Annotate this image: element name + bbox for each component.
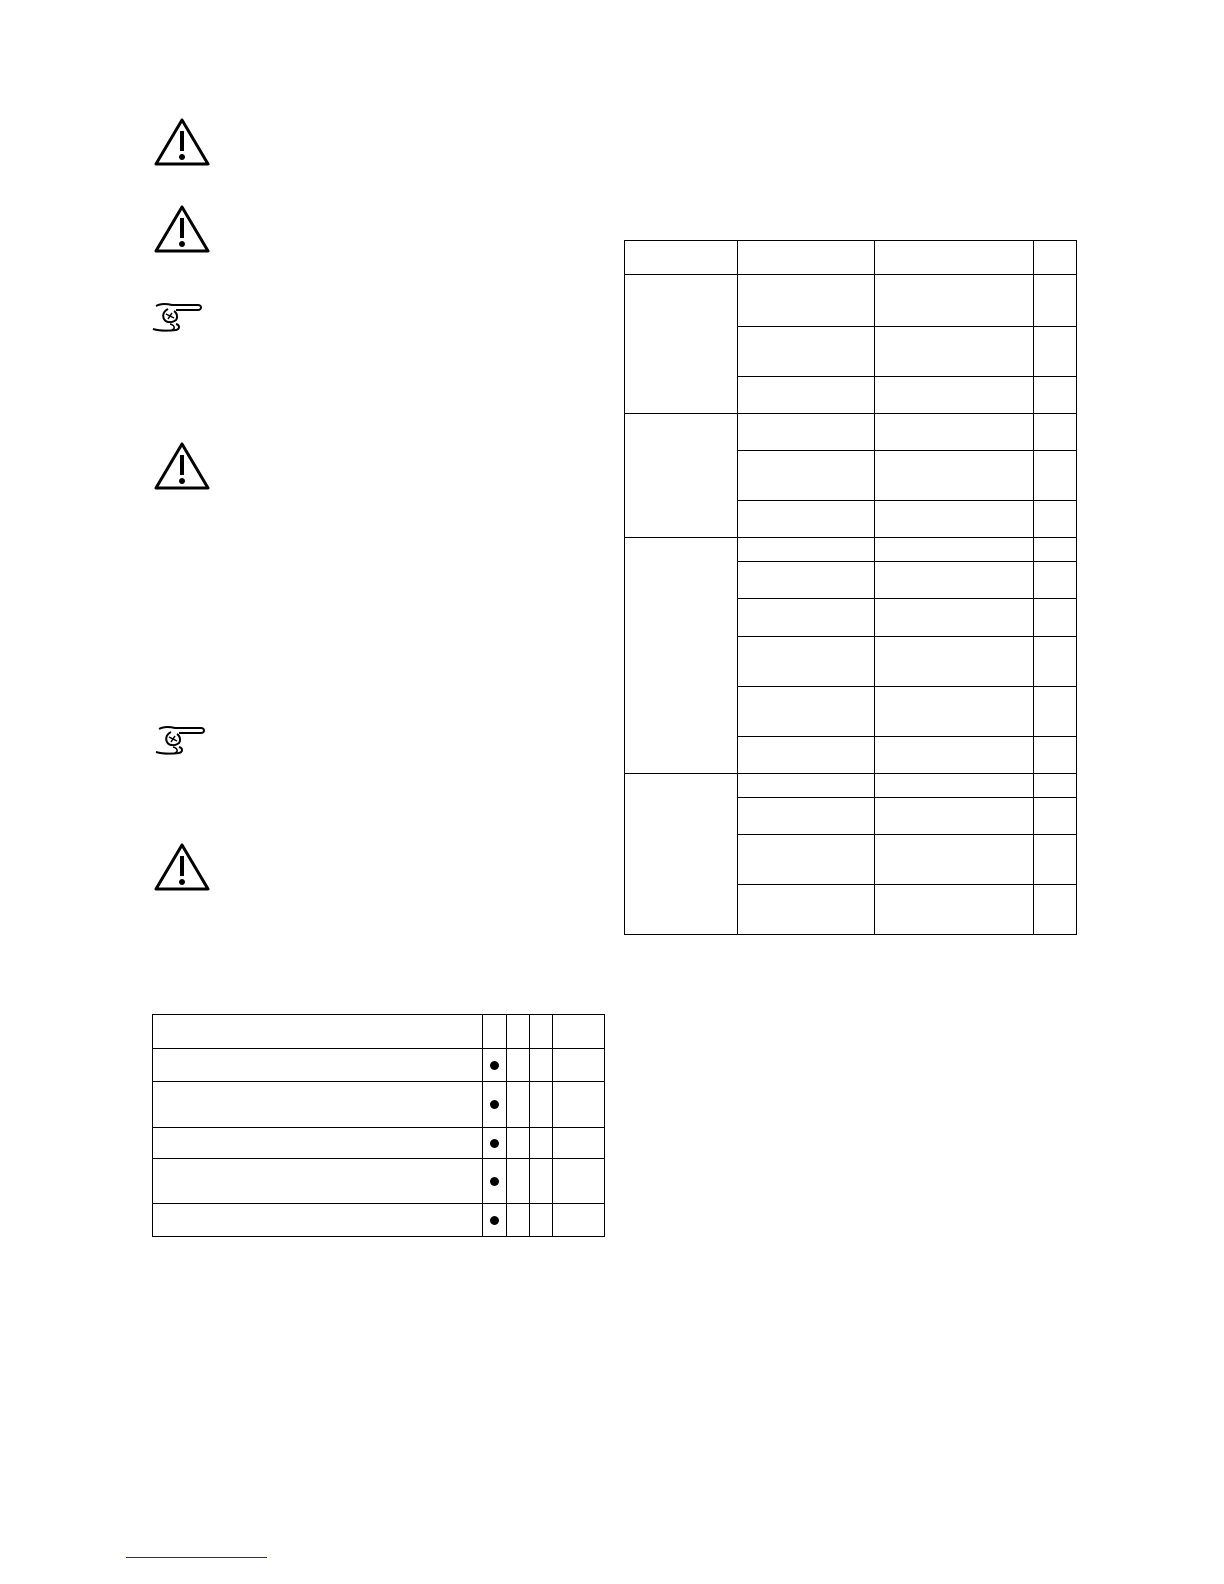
table-cell [738, 275, 875, 327]
warning-triangle-icon [153, 117, 211, 167]
table-cell [1034, 327, 1077, 377]
table-cell [738, 637, 875, 687]
table-cell [738, 377, 875, 414]
bullet-dot-icon [490, 1177, 499, 1186]
pointing-hand-icon [150, 298, 206, 338]
table-cell [875, 885, 1034, 935]
table-cell [483, 1049, 507, 1082]
table-cell [153, 1128, 483, 1159]
table-cell [507, 1049, 530, 1082]
table-cell [738, 414, 875, 451]
table-cell [875, 835, 1034, 885]
table-cell [1034, 275, 1077, 327]
table-cell [1034, 687, 1077, 737]
right-table [624, 240, 1077, 935]
table-cell [507, 1015, 530, 1049]
table-cell [1034, 835, 1077, 885]
table-cell [153, 1159, 483, 1204]
table-cell [553, 1015, 605, 1049]
table-cell [483, 1128, 507, 1159]
table-cell [530, 1082, 553, 1128]
table-row [625, 538, 1077, 562]
table-cell [875, 327, 1034, 377]
pointing-hand-icon [152, 721, 210, 761]
table-cell [483, 1015, 507, 1049]
table-cell [738, 501, 875, 538]
table-cell [553, 1082, 605, 1128]
warning-triangle-icon [153, 204, 211, 254]
table-cell [875, 414, 1034, 451]
table-cell [875, 241, 1034, 275]
group-cell [625, 538, 738, 774]
table-row [625, 414, 1077, 451]
table-cell [875, 451, 1034, 501]
table-cell [483, 1159, 507, 1204]
table-cell [153, 1204, 483, 1237]
table-cell [738, 538, 875, 562]
table-row [153, 1204, 605, 1237]
table-cell [507, 1082, 530, 1128]
warning-triangle-icon [153, 441, 211, 491]
table-cell [1034, 451, 1077, 501]
table-cell [483, 1204, 507, 1237]
warning-triangle-icon [153, 842, 211, 892]
table-cell [553, 1049, 605, 1082]
table-cell [738, 562, 875, 599]
table-cell [553, 1204, 605, 1237]
table-row [625, 774, 1077, 798]
table-cell [553, 1159, 605, 1204]
bullet-dot-icon [490, 1100, 499, 1109]
table-cell [1034, 414, 1077, 451]
table-cell [1034, 377, 1077, 414]
table-row [153, 1159, 605, 1204]
table-cell [1034, 562, 1077, 599]
table-cell [530, 1159, 553, 1204]
table-cell [1034, 885, 1077, 935]
table-cell [875, 275, 1034, 327]
table-cell [530, 1015, 553, 1049]
table-cell [507, 1159, 530, 1204]
table-cell [875, 687, 1034, 737]
table-cell [153, 1049, 483, 1082]
table-cell [738, 737, 875, 774]
table-cell [738, 327, 875, 377]
table-cell [1034, 599, 1077, 637]
table-cell [875, 798, 1034, 835]
table-cell [875, 774, 1034, 798]
table-cell [875, 737, 1034, 774]
table-cell [1034, 774, 1077, 798]
table-cell [507, 1128, 530, 1159]
table-cell [738, 599, 875, 637]
table-cell [530, 1128, 553, 1159]
table-row [153, 1128, 605, 1159]
table-cell [875, 562, 1034, 599]
group-cell [625, 774, 738, 935]
table-cell [153, 1082, 483, 1128]
table-cell [625, 241, 738, 275]
table-header-row [153, 1015, 605, 1049]
table-cell [738, 835, 875, 885]
table-cell [1034, 798, 1077, 835]
table-cell [875, 637, 1034, 687]
bullet-dot-icon [490, 1216, 499, 1225]
table-cell [875, 501, 1034, 538]
table-cell [507, 1204, 530, 1237]
table-cell [553, 1128, 605, 1159]
table-row [153, 1082, 605, 1128]
bullet-dot-icon [490, 1061, 499, 1070]
table-cell [875, 538, 1034, 562]
table-cell [1034, 538, 1077, 562]
table-cell [738, 774, 875, 798]
table-header-row [625, 241, 1077, 275]
table-cell [738, 798, 875, 835]
group-cell [625, 275, 738, 414]
table-cell [738, 451, 875, 501]
table-cell [1034, 241, 1077, 275]
table-cell [483, 1082, 507, 1128]
left-table [152, 1014, 605, 1237]
bullet-dot-icon [490, 1139, 499, 1148]
table-cell [153, 1015, 483, 1049]
group-cell [625, 414, 738, 538]
table-cell [738, 885, 875, 935]
table-cell [530, 1204, 553, 1237]
table-cell [875, 599, 1034, 637]
table-cell [1034, 737, 1077, 774]
table-cell [738, 687, 875, 737]
table-cell [1034, 637, 1077, 687]
footer-link-underline [126, 1557, 267, 1558]
table-cell [875, 377, 1034, 414]
table-cell [738, 241, 875, 275]
table-cell [1034, 501, 1077, 538]
table-cell [530, 1049, 553, 1082]
table-row [625, 275, 1077, 327]
table-row [153, 1049, 605, 1082]
